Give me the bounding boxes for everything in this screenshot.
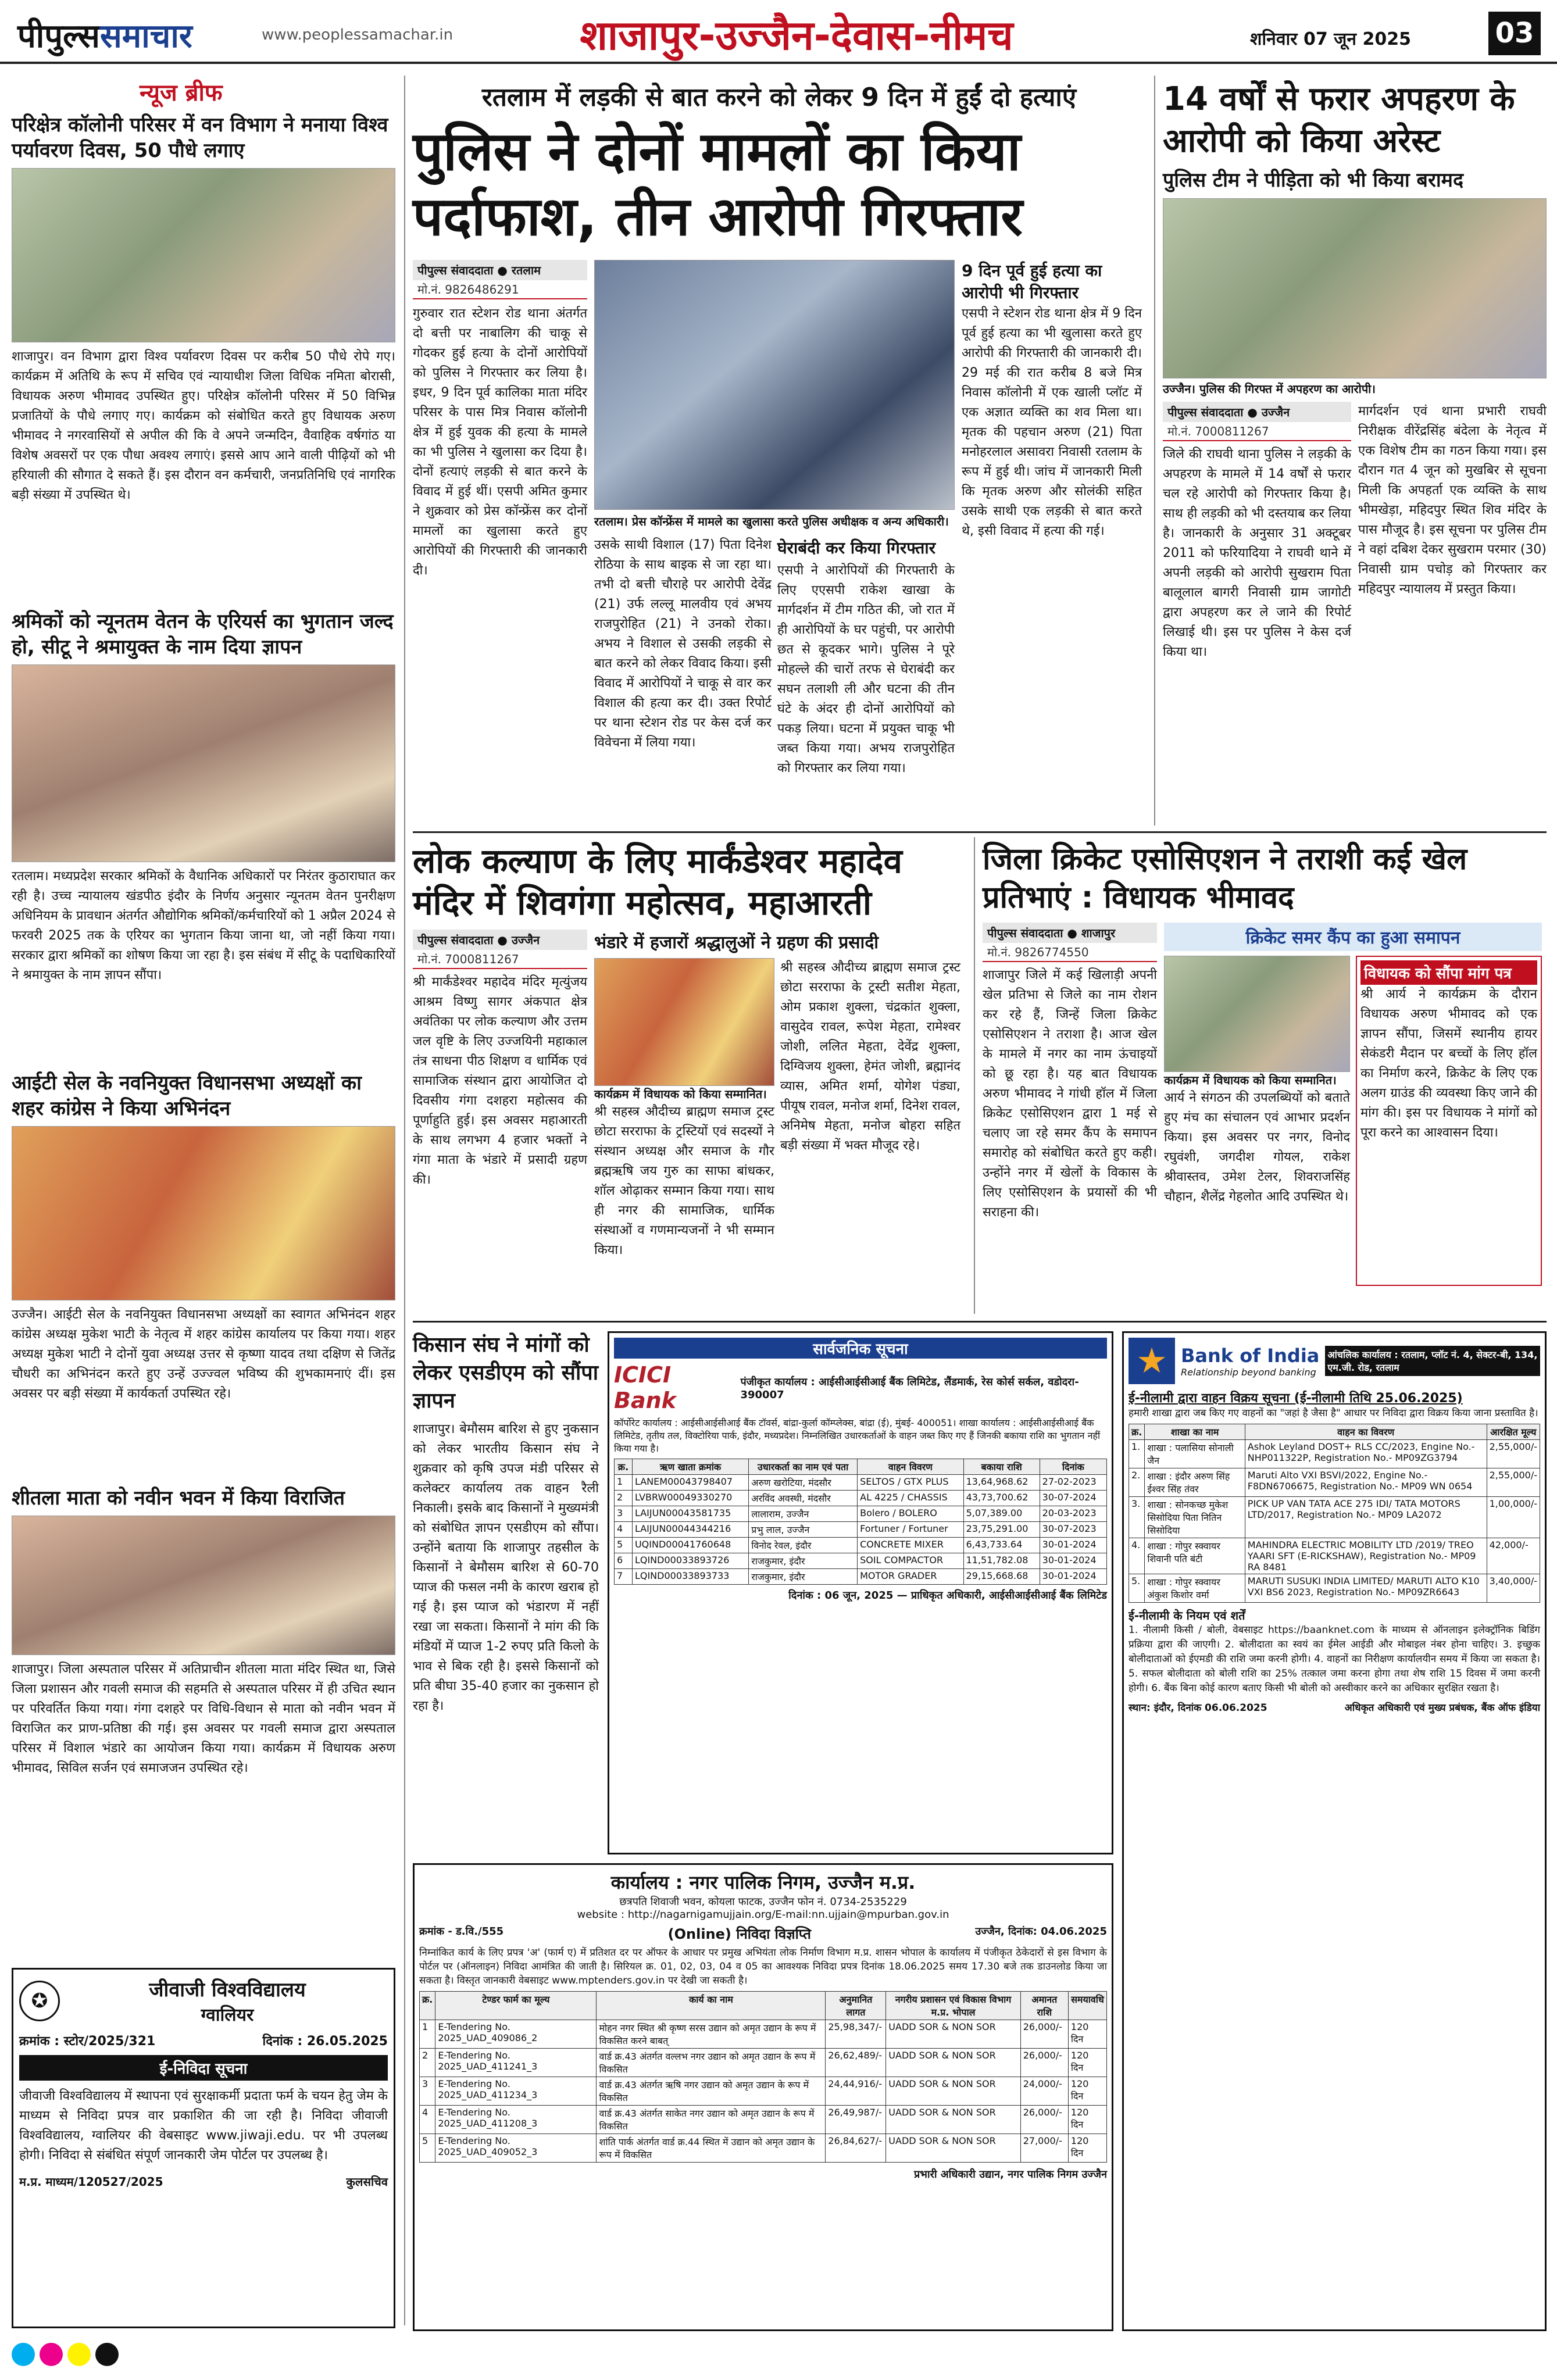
column-divider	[974, 837, 975, 1314]
boi-cell: PICK UP VAN TATA ACE 275 IDI/ TATA MOTORS LTD/2017, Registration No.- MP09 LA2072	[1245, 1497, 1487, 1538]
cricket-text-1: शाजापुर जिले में कई खिलाड़ी अपनी खेल प्रतिभा से जिले का नाम रोशन कर रहे हैं, जिन्हें जिला क्रिकेट एसोसिएशन ने तराशा है। आज खेल के मामले में नगर का नाम ऊंचाइयों को छू रहा है। यह बात विधायक अरुण भीमावद ने गांधी हॉल में जिला क्रिकेट एसोसिएशन द्वारा 1 मई से चलाए जा रहे समर कैंप के समापन समारोह को संबोधित करते हुए कही। उन्होंने नगर में खेलों के विकास के लिए एसोसिएशन के प्रयासों की भी सराहना की।	[983, 968, 1157, 1220]
brief-3-title: आईटी सेल के नवनियुक्त विधानसभा अध्यक्षों का शहर कांग्रेस ने किया अभिनंदन	[12, 1071, 362, 1120]
icici-cell: 30-01-2024	[1040, 1569, 1106, 1585]
ujjain-cell: E-Tendering No. 2025_UAD_411241_3	[435, 2049, 597, 2077]
ujjain-column-header: अनुमानित लागत	[826, 1992, 886, 2020]
brief-3-photo	[12, 1126, 395, 1300]
icici-cell: 20-03-2023	[1040, 1506, 1106, 1522]
brief-4-title: शीतला माता को नवीन भवन में किया विराजित	[12, 1486, 345, 1510]
farmers-headline: किसान संघ ने मांगों को लेकर एसडीएम को सौंपा ज्ञापन	[413, 1333, 599, 1413]
ujjain-cell: 120 दिन	[1068, 2020, 1106, 2049]
ujjain-cell: 120 दिन	[1068, 2134, 1106, 2163]
icici-column-header: ऋण खाता क्रमांक	[632, 1459, 748, 1475]
cmyk-registration-strip	[12, 2343, 186, 2372]
brief-1-title: परिक्षेत्र कॉलोनी परिसर में वन विभाग ने मनाया विश्व पर्यावरण दिवस, 50 पौधे लगाए	[12, 113, 388, 162]
icici-row	[615, 1553, 1107, 1569]
cricket-mobile: मो.नं. 9826774550	[983, 943, 1157, 962]
temple-photo	[594, 958, 774, 1086]
icici-label: सार्वजनिक सूचना	[614, 1338, 1107, 1359]
university-seal-icon: ✪	[19, 1981, 60, 2021]
abduction-headline: 14 वर्षों से फरार अपहरण के आरोपी को किया अरेस्ट	[1163, 80, 1515, 160]
icici-column-header: उधारकर्ता का नाम एवं पता	[749, 1459, 858, 1475]
icici-cell: LQIND00033893733	[632, 1569, 748, 1585]
ujjain-cell: 26,49,987/-	[826, 2106, 886, 2134]
boi-cell: शाखा : गोपुर स्क्वायर शिवानी पति बंटी	[1145, 1538, 1245, 1574]
issue-date: शनिवार 07 जून 2025	[1250, 29, 1412, 49]
site-url[interactable]: www.peoplessamachar.in	[262, 26, 453, 44]
boi-column-header: क्र.	[1129, 1424, 1145, 1440]
ujjain-cell: E-Tendering No. 2025_UAD_409052_3	[435, 2134, 597, 2163]
icici-cell: राजकुमार, इंदौर	[749, 1569, 858, 1585]
brand-logo[interactable]: पीपुल्ससमाचार	[17, 17, 192, 55]
ujjain-cell: 2	[420, 2049, 435, 2077]
icici-cell: 30-07-2023	[1040, 1522, 1106, 1538]
column-divider	[1154, 76, 1155, 826]
ujjain-cell: 26,000/-	[1020, 2049, 1068, 2077]
lead-side-text: एसपी ने स्टेशन रोड थाना क्षेत्र में 9 दिन पूर्व हुई हत्या का भी खुलासा करते हुए आरोपी की गिरफ्तारी की जानकारी दी। 29 मई की रात करीब 8 बजे मित्र निवास कॉलोनी में एक खाली प्लॉट में एक अज्ञात व्यक्ति का शव मिला था। मृतक की पहचान अरुण (21) पिता मनोहरलाल असावरा निवासी रतलाम के रूप में हुई थी। जांच में जानकारी मिली कि मृतक अरुण और सोलंकी सहित उसके साथी एक लड़की से बात करते थे, इसी विवाद में हत्या की गई।	[962, 306, 1142, 538]
boi-column-header: आरक्षित मूल्य	[1487, 1424, 1540, 1440]
icici-cell: 3	[615, 1506, 633, 1522]
icici-cell: Bolero / BOLERO	[858, 1506, 963, 1522]
lead-kicker: रतलाम में लड़की से बात करने को लेकर 9 दिन में हुईं दो हत्याएं	[481, 83, 1077, 112]
ujjain-cell: 26,000/-	[1020, 2020, 1068, 2049]
ujjain-date: उज्जैन, दिनांक: 04.06.2025	[975, 1925, 1107, 1938]
icici-column-header: दिनांक	[1040, 1459, 1106, 1475]
boi-cell: शाखा : इंदौर अरुण सिंह ईश्वर सिंह तंवर	[1145, 1468, 1245, 1497]
ujjain-cell: E-Tendering No. 2025_UAD_409086_2	[435, 2020, 597, 2049]
boi-cell: Ashok Leyland DOST+ RLS CC/2023, Engine No.- NHP011322P, Registration No.- MP09ZG3794	[1245, 1440, 1487, 1468]
icici-cell: प्रभु लाल, उज्जैन	[749, 1522, 858, 1538]
ujjain-cell: UADD SOR & NON SOR	[886, 2106, 1020, 2134]
lead-subhead-text: एसपी ने आरोपियों की गिरफ्तारी के लिए एएसपी राकेश खाखा के मार्गदर्शन में टीम गठित की, जो रात में ही आरोपियों के घर पहुंची, पर आरोपी छत से कूदकर भागे। पुलिस ने पूरे मोहल्ले की चारों तरफ से घेराबंदी कर सघन तलाशी ली और घटना की तीन घंटे के अंदर ही दोनों आरोपियों को पकड़ लिया। घटना में प्रयुक्त चाकू भी जब्त किया गया। अभय राजपुरोहित को गिरफ्तार कर लिया गया।	[777, 563, 955, 776]
jiwaji-heading: ई-निविदा सूचना	[19, 2055, 388, 2081]
boi-row	[1129, 1440, 1540, 1468]
boi-bank: Bank of India	[1181, 1344, 1320, 1367]
icici-cell: SOIL COMPACTOR	[858, 1553, 963, 1569]
icici-cell: 11,51,782.08	[963, 1553, 1040, 1569]
brief-3-text: उज्जैन। आईटी सेल के नवनियुक्त विधानसभा अध्यक्षों का स्वागत अभिनंदन शहर कांग्रेस अध्यक्ष मुकेश भाटी के नेतृत्व में शहर कांग्रेस कार्यालय पर किया गया। शहर अध्यक्ष मुकेश भाटी ने दोनों युवा अध्यक्ष उत्तर से कृष्णा यादव तथा दक्षिण से जितेंद्र चौधरी का अभिनंदन करते हुए उन्हें उज्ज्वल भविष्य की शुभकामनाएं दीं। इस अवसर पर बड़ी संख्या में कार्यकर्ता उपस्थित रहे।	[12, 1307, 395, 1401]
ujjain-cell: शांति पार्क अंतर्गत वार्ड क्र.44 स्थित में उद्यान को अमृत उद्यान के रूप में विकसित	[597, 2134, 826, 2163]
brief-1-photo	[12, 168, 395, 342]
ujjain-cell: 25,98,347/-	[826, 2020, 886, 2049]
abduction-story	[1163, 78, 1547, 828]
boi-cell: शाखा : सोनकच्छ मुकेश सिसोदिया पिता नितिन सिसोदिया	[1145, 1497, 1245, 1538]
icici-cell: MOTOR GRADER	[858, 1569, 963, 1585]
icici-column-header: क्र.	[615, 1459, 633, 1475]
boi-column-header: वाहन का विवरण	[1245, 1424, 1487, 1440]
brief-2-text: रतलाम। मध्यप्रदेश सरकार श्रमिकों के वैधानिक अधिकारों पर निरंतर कुठाराघात कर रही है। उच्च न्यायालय खंडपीठ इंदौर के निर्णय अनुसार न्यूनतम वेतन पुनरीक्षण अधिनियम के प्रावधान अंतर्गत औद्योगिक श्रमिकों/कर्मचारियों को 1 अप्रैल 2024 से फरवरी 2025 तक के एरियर का भुगतान किया जाना था, जो नहीं किया गया। सरकार द्वारा श्रमिकों का शोषण किया जा रहा है। इस संबंध में सीटू के पदाधिकारियों ने श्रमायुक्त के नाम ज्ञापन सौंपा।	[12, 869, 395, 982]
icici-cell: 30-01-2024	[1040, 1553, 1106, 1569]
ujjain-cell: मोहन नगर स्थित श्री कृष्ण सरस उद्यान को अमृत उद्यान के रूप में विकसित करने बाबत्	[597, 2020, 826, 2049]
ujjain-row	[420, 2049, 1107, 2077]
ujjain-cell: वार्ड क्र.43 अंतर्गत साकेत नगर उद्यान को अमृत उद्यान के रूप में विकसित	[597, 2106, 826, 2134]
ujjain-column-header: क्र.	[420, 1992, 435, 2020]
icici-row	[615, 1475, 1107, 1491]
icici-cell: SELTOS / GTX PLUS	[858, 1475, 963, 1491]
boi-footer-left: स्थान: इंदौर, दिनांक 06.06.2025	[1129, 1702, 1267, 1714]
ujjain-cell: UADD SOR & NON SOR	[886, 2049, 1020, 2077]
ujjain-cell: UADD SOR & NON SOR	[886, 2077, 1020, 2106]
ujjain-column-header: अमानत राशि	[1020, 1992, 1068, 2020]
icici-cell: 43,73,700.62	[963, 1491, 1040, 1506]
lead-story	[413, 78, 1145, 828]
ujjain-cell: 3	[420, 2077, 435, 2106]
boi-title: ई-नीलामी द्वारा वाहन विक्रय सूचना (ई-नीलामी तिथि 25.06.2025)	[1129, 1391, 1463, 1406]
icici-cell: LQIND00033893726	[632, 1553, 748, 1569]
boi-intro: हमारी शाखा द्वारा जब किए गए वाहनों का "जहां है जैसा है" आधार पर निविदा द्वारा विक्रय किया जाना प्रस्तावित है।	[1129, 1407, 1538, 1419]
ujjain-cell: UADD SOR & NON SOR	[886, 2020, 1020, 2049]
jiwaji-footer-left: म.प्र. माध्यम/120527/2025	[19, 2175, 163, 2189]
jiwaji-footer-right: कुलसचिव	[346, 2175, 388, 2189]
lead-photo-caption: रतलाम। प्रेस कॉन्फ्रेंस में मामले का खुलासा करते पुलिस अधीक्षक व अन्य अधिकारी।	[594, 514, 949, 528]
boi-row	[1129, 1497, 1540, 1538]
temple-photo-caption: कार्यक्रम में विधायक को किया सम्मानित।	[594, 1087, 767, 1101]
jiwaji-body: जीवाजी विश्वविद्यालय में स्थापना एवं सुरक्षाकर्मी प्रदाता फर्म के चयन हेतु जेम के माध्यम से निविदा प्रपत्र वार प्रकाशित की जा रही है। निविदा जीवाजी विश्वविद्यालय, ग्वालियर की वेबसाइट www.jiwaji.edu. पर भी उपलब्ध होगी। निविदा से संबंधित संपूर्ण जानकारी जेम पोर्टल पर उपलब्ध है।	[19, 2089, 388, 2163]
cricket-story	[983, 840, 1547, 1317]
farmers-text: शाजापुर। बेमौसम बारिश से हुए नुकसान को लेकर भारतीय किसान संघ ने शुक्रवार को कृषि उपज मंडी परिसर से कलेक्टर कार्यालय तक वाहन रैली निकाली। इसके बाद किसानों ने मुख्यमंत्री को संबोधित ज्ञापन एसडीएम को सौंपा। उन्होंने बताया कि शाजापुर तहसील के किसानों ने बेमौसम बारिश से 60-70 प्याज की फसल नमी के कारण खराब हो गई है। इस प्याज को भंडारण में नहीं रखा जा सकता। किसानों ने मांग की कि मंडियों में प्याज 1-2 रुपए प्रति किलो के भाव से बिक रही है। इससे किसानों को प्रति बीघा 35-40 हजार का नुकसान हो रहा है।	[413, 1422, 599, 1713]
cricket-box-title: विधायक को सौंपा मांग पत्र	[1360, 960, 1537, 985]
ujjain-footer: प्रभारी अधिकारी उद्यान, नगर पालिक निगम उज्जैन	[914, 2168, 1107, 2181]
section-divider	[413, 1321, 1547, 1323]
jiwaji-date: दिनांक : 26.05.2025	[262, 2034, 388, 2049]
abduction-byline: पीपुल्स संवाददाता ● उज्जैन	[1163, 402, 1351, 422]
boi-tagline: Relationship beyond banking	[1181, 1366, 1316, 1378]
abduction-mobile: मो.नं. 7000811267	[1163, 422, 1351, 441]
icici-table	[614, 1459, 1107, 1585]
temple-text-2: श्री सहस्त्र औदीच्य ब्राह्मण समाज ट्रस्ट छोटा सरराफा के ट्रस्टियों एवं सदस्यों ने संस्थान अध्यक्ष और समाज के गौर ब्रह्मऋषि जय गुरु का साफा बांधकर, शॉल ओढ़ाकर सम्मान किया गया। साथ ही नगर की सामाजिक, धार्मिक संस्थाओं व गणमान्यजनों ने भी सम्मान किया।	[594, 1105, 774, 1257]
boi-cell: 4.	[1129, 1538, 1145, 1574]
boi-terms: 1. नीलामी किसी / बोली, वेबसाइट https://baanknet.com के माध्यम से ऑनलाइन इलेक्ट्रॉनिक बिडिंग प्रक्रिया द्वारा की जाएगी। 2. बोलीदाता का स्वयं का ईमेल आईडी और मोबाइल नंबर होना चाहिए। 3. इच्छुक बोलीदाताओं को ईएमडी की राशि जमा करनी होगी। 4. वाहनों का निरीक्षण कार्यालयीन समय में किया जा सकता है। 5. सफल बोलीदाता को बोली राशि का 25% तत्काल जमा करना होगा तथा शेष राशि 15 दिवस में जमा करनी होगी। 6. बैंक बिना कोई कारण बताए किसी भी बोली को अस्वीकार करने का अधिकार सुरक्षित रखता है।	[1129, 1624, 1540, 1694]
icici-row	[615, 1491, 1107, 1506]
icici-column-header: वाहन विवरण	[858, 1459, 963, 1475]
jiwaji-city: ग्वालियर	[201, 2005, 254, 2025]
temple-mobile: मो.नं. 7000811267	[413, 950, 587, 969]
brief-1-text: शाजापुर। वन विभाग द्वारा विश्व पर्यावरण दिवस पर करीब 50 पौधे रोपे गए। कार्यक्रम में अतिथि के रूप में सचिव एवं न्यायाधीश जिला विधिक नमिता बोरासी, विधायक अरुण भीमावद उपस्थित हुए। परिक्षेत्र कॉलोनी परिसर में 50 विभिन्न प्रजातियों के पौधे लगाए गए। कार्यक्रम को संबोधित करते हुए विधायक अरुण भीमावद ने नगरवासियों से अपील की कि वे अपने जन्मदिन, वैवाहिक वर्षगांठ या विशेष अवसरों पर एक पौधा अवश्य लगाएं। इससे आप आने वाली पीढ़ियों को भी हरियाली की सौगात दे सकते हैं। इस दौरान वन कर्मचारी, जनप्रतिनिधि एवं नागरिक बड़ी संख्या में उपस्थित थे।	[12, 349, 395, 502]
ujjain-cell: 120 दिन	[1068, 2106, 1106, 2134]
ujjain-table	[419, 1991, 1107, 2163]
icici-cell: 13,64,968.62	[963, 1475, 1040, 1491]
boi-cell: 1.	[1129, 1440, 1145, 1468]
icici-cell: 27-02-2023	[1040, 1475, 1106, 1491]
temple-byline: पीपुल्स संवाददाता ● उज्जैन	[413, 930, 587, 950]
ujjain-column-header: नगरीय प्रशासन एवं विकास विभाग म.प्र. भोपाल	[886, 1992, 1020, 2020]
lead-photo	[594, 260, 955, 510]
icici-cell: अरुण खरोटिया, मंदसौर	[749, 1475, 858, 1491]
icici-cell: AL 4225 / CHASSIS	[858, 1491, 963, 1506]
icici-cell: 30-01-2024	[1040, 1538, 1106, 1553]
boi-cell: शाखा : गोपुर स्क्वायर अंकुश किशोर वर्मा	[1145, 1574, 1245, 1603]
lead-text-1: गुरुवार रात स्टेशन रोड थाना अंतर्गत दो बत्ती पर नाबालिग की चाकू से गोदकर हुई हत्या के दोनों आरोपियों को पुलिस ने गिरफ्तार कर लिया है। इधर, 9 दिन पूर्व कालिका माता मंदिर परिसर के पास मित्र निवास कॉलोनी क्षेत्र में हुई युवक की हत्या के मामले का भी पुलिस ने खुलासा कर दिया है। दोनों हत्याएं लड़की से बात करने के विवाद में हुई थीं। एसपी अमित कुमार ने शुक्रवार को प्रेस कॉन्फ्रेंस कर दोनों मामलों का खुलासा करते हुए आरोपियों की गिरफ्तारी की जानकारी दी।	[413, 306, 587, 578]
icici-cell: 29,15,668.68	[963, 1569, 1040, 1585]
ujjain-cell: 24,000/-	[1020, 2077, 1068, 2106]
ujjain-heading: (Online) निविदा विज्ञप्ति	[667, 1926, 811, 1942]
ujjain-cell: 120 दिन	[1068, 2077, 1106, 2106]
ujjain-column-header: समयावधि	[1068, 1992, 1106, 2020]
ujjain-cell: 26,000/-	[1020, 2106, 1068, 2134]
icici-cell: LAIJUN00043581735	[632, 1506, 748, 1522]
boi-footer-right: अधिकृत अधिकारी एवं मुख्य प्रबंधक, बैंक ऑफ इंडिया	[1344, 1702, 1540, 1714]
icici-cell: LANEM00043798407	[632, 1475, 748, 1491]
brief-4-photo	[12, 1516, 395, 1655]
boi-row	[1129, 1574, 1540, 1603]
icici-cell: CONCRETE MIXER	[858, 1538, 963, 1553]
ujjain-cell: वार्ड क्र.43 अंतर्गत ऋषि नगर उद्यान को अमृत उद्यान के रूप में विकसित	[597, 2077, 826, 2106]
boi-cell: 5.	[1129, 1574, 1145, 1603]
news-brief-label: न्यूज ब्रीफ	[140, 80, 223, 106]
icici-cell: 4	[615, 1522, 633, 1538]
temple-subhead: भंडारे में हजारों श्रद्धालुओं ने ग्रहण की प्रसादी	[594, 932, 879, 953]
star-icon: ★	[1129, 1338, 1175, 1384]
lead-side-title: 9 दिन पूर्व हुई हत्या का आरोपी भी गिरफ्तार	[962, 261, 1102, 302]
icici-cell: 6,43,733.64	[963, 1538, 1040, 1553]
cricket-photo	[1164, 956, 1350, 1072]
ujjain-cell: E-Tendering No. 2025_UAD_411208_3	[435, 2106, 597, 2134]
abduction-caption: उज्जैन। पुलिस की गिरफ्त में अपहरण का आरोपी।	[1163, 382, 1376, 396]
ujjain-tender-notice	[413, 1863, 1113, 2331]
lead-byline: पीपुल्स संवाददाता ● रतलाम	[413, 260, 587, 280]
temple-headline: लोक कल्याण के लिए मार्कंडेश्वर महादेव मंदिर में शिवगंगा महोत्सव, महाआरती	[413, 841, 902, 923]
boi-table	[1129, 1424, 1540, 1603]
page-number: 03	[1488, 12, 1541, 55]
icici-cell: अरविंद अवस्थी, मंदसौर	[749, 1491, 858, 1506]
ujjain-cell: UADD SOR & NON SOR	[886, 2134, 1020, 2163]
icici-row	[615, 1538, 1107, 1553]
lead-mobile: मो.नं. 9826486291	[413, 280, 587, 299]
icici-cell: 7	[615, 1569, 633, 1585]
ujjain-ref: क्रमांक - ड.वि./555	[419, 1925, 504, 1938]
icici-column-header: बकाया राशि	[963, 1459, 1040, 1475]
temple-text-3: श्री सहस्त्र औदीच्य ब्राह्मण समाज ट्रस्ट छोटा सरराफा के ट्रस्टी सतीश मेहता, ओम प्रकाश शुक्ला, चंद्रकांत शुक्ला, वासुदेव रावल, रूपेश मेहता, रामेश्वर जोशी, ललित मेहता, देवेंद्र शुक्ला, दिग्विजय शुक्ला, हेमंत जोशी, ब्रह्मानंद व्यास, अमित शर्मा, योगेश पंड्या, पीयूष रावल, मनोज शर्मा, दिनेश रावल, अनिमेष मेहता, मनोज बोहरा सहित बड़ी संख्या में भक्त मौजूद रहे।	[780, 960, 960, 1153]
icici-cell: 30-07-2024	[1040, 1491, 1106, 1506]
boi-cell: 42,000/-	[1487, 1538, 1540, 1574]
icici-intro: कॉर्पोरेट कार्यालय : आईसीआईसीआई बैंक टॉवर्स, बांद्रा-कुर्ला कॉम्प्लेक्स, बांद्रा (ई), मुंबई- 400051। शाखा कार्यालय : आईसीआईसीआई बैंक लिमिटेड, तृतीय तल, विक्टोरिया पार्क, इंदौर, मध्यप्रदेश। निम्नलिखित उधारकर्ताओं के वाहन जब्त किए गए हैं जिनकी बकाया राशि का भुगतान नहीं किया गया है।	[614, 1417, 1101, 1454]
icici-cell: 5	[615, 1538, 633, 1553]
icici-cell: UQIND00041760648	[632, 1538, 748, 1553]
icici-cell: Fortuner / Fortuner	[858, 1522, 963, 1538]
cricket-banner: क्रिकेट समर कैंप का हुआ समापन	[1164, 923, 1542, 951]
icici-row	[615, 1569, 1107, 1585]
cricket-byline: पीपुल्स संवाददाता ● शाजापुर	[983, 923, 1157, 943]
icici-footer: दिनांक : 06 जून, 2025 — प्राधिकृत अधिकारी, आईसीआईसीआई बैंक लिमिटेड	[788, 1589, 1107, 1602]
icici-cell: LAIJUN00044344216	[632, 1522, 748, 1538]
jiwaji-title: जीवाजी विश्वविद्यालय	[149, 1978, 306, 2002]
ujjain-body: निम्नांकित कार्य के लिए प्रपत्र 'अ' (फार्म ए) में प्रतिशत दर पर ऑफर के आधार पर प्रमुख अभियंता लोक निर्माण विभाग म.प्र. शासन भोपाल के कार्यालय में पंजीकृत ठेकेदारों से इस विभाग के पोर्टल पर (ऑनलाइन) निविदा आमंत्रित की जाती है। सिरियल क्र. 01, 02, 03, 04 व 05 का आवश्यक निविदा प्रपत्र दिनांक 18.06.2025 समय 17.30 बजे तक डाउनलोड किया जा सकता है। विस्तृत जानकारी वेबसाइट www.mptenders.gov.in पर देखी जा सकती है।	[419, 1947, 1107, 1986]
icici-cell: LVBRW00049330270	[632, 1491, 748, 1506]
temple-story	[413, 840, 965, 1317]
jiwaji-ref: क्रमांक : स्टोर/2025/321	[19, 2034, 156, 2049]
abduction-text-1: जिले की राघवी थाना पुलिस ने लड़की के अपहरण के मामले में 14 वर्षों से फरार चल रहे आरोपी को गिरफ्तार किया है। साथ ही लड़की को भी दस्तयाब कर लिया है। जानकारी के अनुसार 31 अक्टूबर 2011 को फरियादिया ने राघवी थाने में अपनी लड़की को आरोपी सुखराम पिता बालूलाल बागरी निवासी ग्राम जागोटी द्वारा अपहरण कर ले जाने की रिपोर्ट लिखाई थी। इस पर पुलिस ने केस दर्ज किया था।	[1163, 447, 1351, 659]
ujjain-cell: E-Tendering No. 2025_UAD_411234_3	[435, 2077, 597, 2106]
icici-row	[615, 1506, 1107, 1522]
boi-cell: शाखा : पलासिया सोनाली जैन	[1145, 1440, 1245, 1468]
icici-cell: 23,75,291.00	[963, 1522, 1040, 1538]
boi-cell: 2.	[1129, 1468, 1145, 1497]
icici-cell: 5,07,389.00	[963, 1506, 1040, 1522]
icici-cell: लालाराम, उज्जैन	[749, 1506, 858, 1522]
icici-cell: राजकुमार, इंदौर	[749, 1553, 858, 1569]
ujjain-row	[420, 2077, 1107, 2106]
ujjain-website[interactable]: website : http://nagarnigamujjain.org/E-mail:nn.ujjain@mpurban.gov.in	[577, 1909, 949, 1921]
ujjain-row	[420, 2134, 1107, 2163]
ujjain-row	[420, 2020, 1107, 2049]
icici-cell: 1	[615, 1475, 633, 1491]
boi-column-header: शाखा का नाम	[1145, 1424, 1245, 1440]
temple-text-1: श्री मार्कंडेश्वर महादेव मंदिर मृत्युंजय आश्रम विष्णु सागर अंकपात क्षेत्र अवंतिका पर लोक कल्याण और उत्तम जल वृष्टि के लिए उज्जयिनी महाकाल तंत्र साधना पीठ शिक्षण व धार्मिक एवं सामाजिक संस्थान द्वारा आयोजित दो दिवसीय गंगा दशहरा महोत्सव की पूर्णाहुति हुई। इस अवसर महाआरती के साथ लगभग 4 हजार भक्तों ने गंगा माता के भंडारे में प्रसादी ग्रहण की।	[413, 975, 587, 1187]
boi-cell: MAHINDRA ELECTRIC MOBILITY LTD /2019/ TREO YAARI SFT (E-RICKSHAW), Registration No.- MP09 RA 8481	[1245, 1538, 1487, 1574]
lead-text-2: उसके साथी विशाल (17) पिता दिनेश रोठिया के साथ बाइक से जा रहा था। तभी दो बत्ती चौराहे पर आरोपी देवेंद्र (21) उर्फ लल्लू मालवीय एवं अभय राजपुरोहित (21) ने उनको रोका। अभय ने विशाल से उसकी लड़की से बात करने को लेकर विवाद किया। इसी विवाद में आरोपियों ने चाकू से वार कर विशाल की हत्या कर दी। उक्त रिपोर्ट पर थाना स्टेशन रोड पर केस दर्ज कर विवेचना में लिया गया।	[594, 538, 772, 750]
ujjain-cell: 5	[420, 2134, 435, 2163]
boi-cell: 1,00,000/-	[1487, 1497, 1540, 1538]
abduction-photo	[1163, 198, 1547, 378]
icici-row	[615, 1522, 1107, 1538]
abduction-subhead: पुलिस टीम ने पीड़िता को भी किया बरामद	[1163, 169, 1464, 192]
boi-cell: Maruti Alto VXI BSVI/2022, Engine No.- F8DN6706675, Registration No.- MP09 WN 0654	[1245, 1468, 1487, 1497]
boi-row	[1129, 1468, 1540, 1497]
icici-cell: 6	[615, 1553, 633, 1569]
icici-address: पंजीकृत कार्यालय : आईसीआईसीआई बैंक लिमिटेड, लैंडमार्क, रेस कोर्स सर्कल, वडोदरा- 390007	[740, 1375, 1079, 1401]
news-brief-column	[12, 76, 395, 1953]
icici-cell: 2	[615, 1491, 633, 1506]
ujjain-column-header: कार्य का नाम	[597, 1992, 826, 2020]
cricket-photo-caption: कार्यक्रम में विधायक को किया सम्मानित।	[1164, 1073, 1337, 1087]
section-divider	[413, 831, 1547, 833]
boi-office: आंचलिक कार्यालय : रतलाम, प्लॉट नं. 4, सेक्टर-बी, 134, एम.जी. रोड, रतलाम	[1325, 1346, 1540, 1376]
lead-headline: पुलिस ने दोनों मामलों का किया पर्दाफाश, तीन आरोपी गिरफ्तार	[413, 120, 1023, 248]
cricket-text-2: आर्य ने संगठन की उपलब्धियों को बताते हुए मंच का संचालन एवं आभार प्रदर्शन किया। इस अवसर पर नगर, विनोद रघुवंशी, जगदीश गोयल, राकेश श्रीवास्तव, उमेश टेलर, शिवराजसिंह चौहान, शैलेंद्र गेहलोत आदि उपस्थित थे।	[1164, 1091, 1350, 1204]
ujjain-cell: 1	[420, 2020, 435, 2049]
ujjain-cell: वार्ड क्र.43 अंतर्गत वल्लभ नगर उद्यान को अमृत उद्यान के रूप में विकसित	[597, 2049, 826, 2077]
boi-terms-title: ई-नीलामी के नियम एवं शर्तें	[1129, 1609, 1245, 1623]
ujjain-address: छत्रपति शिवाजी भवन, कोयला फाटक, उज्जैन फोन नं. 0734-2535229	[619, 1896, 907, 1908]
cricket-headline: जिला क्रिकेट एसोसिएशन ने तराशी कई खेल प्रतिभाएं : विधायक भीमावद	[983, 842, 1467, 915]
ujjain-office: कार्यालय : नगर पालिक निगम, उज्जैन म.प्र.	[610, 1871, 916, 1893]
boi-cell: 2,55,000/-	[1487, 1468, 1540, 1497]
boi-auction-notice	[1122, 1331, 1547, 2331]
boi-cell: 3,40,000/-	[1487, 1574, 1540, 1603]
ujjain-cell: 26,84,627/-	[826, 2134, 886, 2163]
ujjain-column-header: टेण्डर फार्म का मूल्य	[435, 1992, 597, 2020]
ujjain-cell: 26,62,489/-	[826, 2049, 886, 2077]
abduction-text-2: मार्गदर्शन एवं थाना प्रभारी राघवी निरीक्षक वीरेंद्रसिंह बंदेला के नेतृत्व में एक विशेष टीम का गठन किया गया। इस दौरान गत 4 जून को मुखबिर से सूचना मिली कि अपहर्ता एक व्यक्ति के साथ भीमखेड़ा, महिदपुर स्थित शिव मंदिर के पास मौजूद है। इस सूचना पर पुलिस टीम ने वहां दबिश देकर सुखराम परमार (30) निवासी ग्राम पचोड़ को गिरफ्तार कर महिदपुर न्यायालय में प्रस्तुत किया।	[1358, 404, 1547, 596]
ujjain-cell: 24,44,916/-	[826, 2077, 886, 2106]
boi-row	[1129, 1538, 1540, 1574]
brief-4-text: शाजापुर। जिला अस्पताल परिसर में अतिप्राचीन शीतला माता मंदिर स्थित था, जिसे जिला प्रशासन और गवली समाज की सहमति से अस्पताल परिसर में ही उचित स्थान पर परिवर्तित किया गया। गंगा दशहरे पर विधि-विधान से माता को नवीन भवन में विराजित कर प्राण-प्रतिष्ठा की गई। इस अवसर पर गवली समाज द्वारा अस्पताल परिसर में विशाल भंडारे का आयोजन किया गया। कार्यक्रम में विधायक अरुण भीमावद, सिविल सर्जन एवं समाजजन उपस्थित रहे।	[12, 1662, 395, 1775]
ujjain-row	[420, 2106, 1107, 2134]
brief-2-photo	[12, 664, 395, 862]
boi-cell: 2,55,000/-	[1487, 1440, 1540, 1468]
boi-cell: MARUTI SUSUKI INDIA LIMITED/ MARUTI ALTO K10 VXI BS6 2023, Registration No.- MP09ZR6643	[1245, 1574, 1487, 1603]
farmers-story	[413, 1331, 599, 1854]
ujjain-cell: 120 दिन	[1068, 2049, 1106, 2077]
icici-logo: ICICI Bank	[614, 1362, 676, 1413]
ujjain-cell: 27,000/-	[1020, 2134, 1068, 2163]
boi-cell: 3.	[1129, 1497, 1145, 1538]
cricket-box-text: श्री आर्य ने कार्यक्रम के दौरान विधायक अरुण भीमावद को एक ज्ञापन सौंपा, जिसमें स्थानीय हायर सेकंडरी मैदान पर बच्चों के लिए हॉल का निर्माण करने, क्रिकेट के लिए एक अलग ग्राउंड की व्यवस्था किए जाने की मांग की। इस पर विधायक ने मांगों को पूरा करने का आश्वासन दिया।	[1360, 987, 1537, 1140]
jiwaji-tender-notice	[12, 1968, 395, 2328]
section-title: शाजापुर-उज्जैन-देवास-नीमच	[580, 12, 1013, 59]
brief-2-title: श्रमिकों को न्यूनतम वेतन के एरियर्स का भुगतान जल्द हो, सीटू ने श्रमायुक्त के नाम दिया ज्ञापन	[12, 610, 394, 659]
column-divider	[404, 76, 405, 2325]
ujjain-cell: 4	[420, 2106, 435, 2134]
icici-cell: विनोद रेवल, इंदौर	[749, 1538, 858, 1553]
lead-subhead: घेराबंदी कर किया गिरफ्तार	[777, 538, 936, 558]
icici-public-notice	[608, 1331, 1113, 1854]
